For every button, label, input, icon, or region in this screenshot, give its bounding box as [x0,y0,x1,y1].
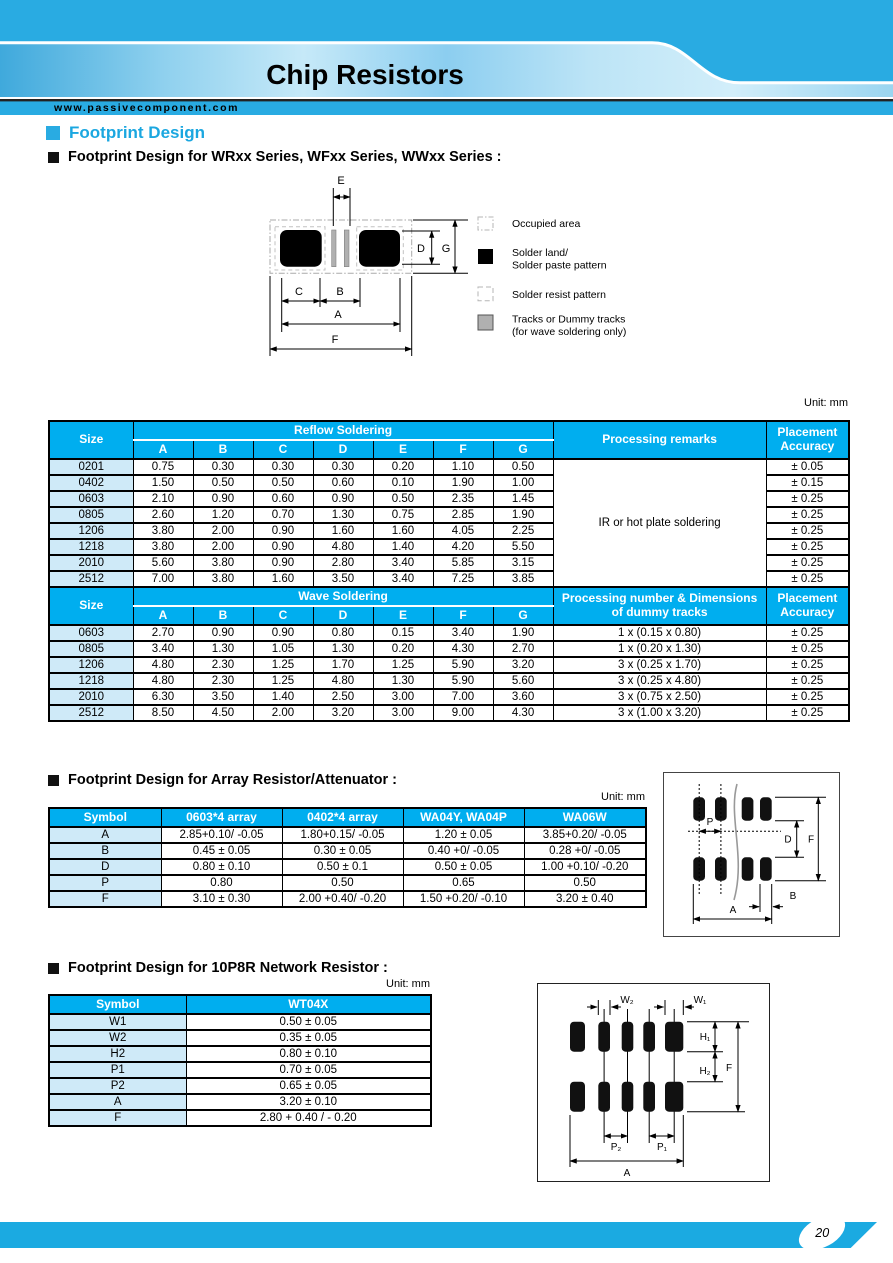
table-row [49,1046,431,1062]
unit-label-main: Unit: mm [804,397,848,409]
table-cell: 0.65 [403,875,524,891]
table-cell: 5.85 [433,555,493,571]
table-row [49,1030,431,1046]
symbol-cell: W2 [49,1030,186,1046]
table-cell: 0.90 [193,625,253,641]
dim-col-header-F: F [433,606,493,625]
processing-remarks-cell: IR or hot plate soldering [553,459,766,587]
table-cell: 0.80 [161,875,282,891]
section-heading-text: Footprint Design [69,123,205,142]
network-footprint-diagram [537,983,770,1187]
size-cell: 0603 [49,491,133,507]
table-cell: 0.90 [253,523,313,539]
table-cell: ± 0.25 [766,673,849,689]
table-cell: 1.60 [373,523,433,539]
table-cell: 0.30 [253,459,313,475]
table-cell: 1.20 [193,507,253,523]
table-cell: 3.50 [193,689,253,705]
symbol-cell: F [49,891,161,907]
size-cell: 0201 [49,459,133,475]
table-cell: 4.05 [433,523,493,539]
table-cell: 2.70 [133,625,193,641]
table-cell: 3.80 [133,523,193,539]
symbol-cell: H2 [49,1046,186,1062]
solder-pad-right [359,230,400,267]
table-cell: 2.00 [253,705,313,721]
table-row [49,859,646,875]
table-cell: 0.80 ± 0.10 [186,1046,431,1062]
table-cell: ± 0.25 [766,705,849,721]
subsection-heading-network [48,960,388,976]
array-col-header-0402: 0402*4 array [282,808,403,827]
table-cell: ± 0.25 [766,539,849,555]
symbol-cell: F [49,1110,186,1126]
dim-col-header-D: D [313,440,373,459]
legend-dummy-tracks-swatch-icon [478,315,493,330]
table-cell: ± 0.25 [766,641,849,657]
table-cell: 0.65 ± 0.05 [186,1078,431,1094]
header-white-rule [0,97,893,99]
array-col-header-0603: 0603*4 array [161,808,282,827]
table-cell: 3.40 [433,625,493,641]
dim-col-header-G: G [493,440,553,459]
table-cell: 2.00 [193,539,253,555]
table-cell: 5.60 [493,673,553,689]
table-cell: 3.20 ± 0.40 [524,891,646,907]
table-cell: 2.80 [313,555,373,571]
dim-label-A: A [623,1168,631,1179]
table-cell: 2.30 [193,657,253,673]
reflow-soldering-header: Reflow Soldering [133,421,553,440]
table-cell: ± 0.25 [766,491,849,507]
size-cell: 0402 [49,475,133,491]
placement-accuracy-header: Placement Accuracy [766,587,849,625]
table-cell: 4.50 [193,705,253,721]
table-cell: 1.80+0.15/ -0.05 [282,827,403,843]
table-cell: 0.20 [373,459,433,475]
dim-label-G: G [441,243,451,255]
dim-label-D: D [417,243,425,255]
dim-label-E: E [337,175,345,187]
table-cell: 1.25 [253,657,313,673]
table-cell: ± 0.25 [766,507,849,523]
table-cell: 0.60 [253,491,313,507]
table-cell: ± 0.25 [766,689,849,705]
table-cell: 5.90 [433,673,493,689]
table-row [49,843,646,859]
table-cell: 3.40 [133,641,193,657]
dim-col-header-A: A [133,606,193,625]
cyan-square-bullet-icon [46,126,60,140]
table-cell: 0.75 [373,507,433,523]
table-cell: 1.25 [373,657,433,673]
table-cell: 1 x (0.15 x 0.80) [553,625,766,641]
legend-solder-resist-swatch-icon [478,287,493,301]
size-cell: 2010 [49,689,133,705]
dim-label-B: B [789,891,797,902]
table-cell: 3.20 [313,705,373,721]
table-cell: 0.50 ± 0.05 [186,1014,431,1030]
table-cell: 1.05 [253,641,313,657]
table-cell: 4.80 [313,539,373,555]
dummy-track-left [332,230,336,267]
table-cell: 4.30 [493,705,553,721]
section-heading-footprint-design [46,123,205,143]
table-cell: ± 0.25 [766,523,849,539]
table-row [49,1078,431,1094]
table-cell: 8.50 [133,705,193,721]
size-cell: 1218 [49,673,133,689]
dim-label-A: A [334,309,342,321]
dim-label-B: B [336,286,344,298]
dim-col-header-D: D [313,606,373,625]
symbol-cell: A [49,827,161,843]
symbol-column-header: Symbol [49,808,161,827]
size-column-header: Size [49,587,133,625]
table-cell: 0.90 [253,539,313,555]
table-cell: 1.50 +0.20/ -0.10 [403,891,524,907]
table-cell: 0.60 [313,475,373,491]
table-cell: 0.30 [193,459,253,475]
table-cell: 3.50 [313,571,373,587]
table-cell: ± 0.25 [766,571,849,587]
table-cell: 1.90 [433,475,493,491]
size-cell: 1218 [49,539,133,555]
table-cell: 7.00 [433,689,493,705]
table-cell: 3.20 ± 0.10 [186,1094,431,1110]
legend-dummy-tracks-label-1: Tracks or Dummy tracks [512,313,626,326]
table-cell: 5.60 [133,555,193,571]
table-cell: 1.40 [253,689,313,705]
dim-col-header-C: C [253,606,313,625]
black-square-bullet-icon [48,775,59,786]
table-cell: 3.20 [493,657,553,673]
legend-occupied-area-swatch-icon [478,217,493,230]
table-cell: ± 0.25 [766,657,849,673]
dim-label-P2: P₂ [610,1142,622,1153]
table-cell: 3.10 ± 0.30 [161,891,282,907]
black-square-bullet-icon [48,152,59,163]
table-cell: 3.15 [493,555,553,571]
table-cell: 1.25 [253,673,313,689]
table-cell: 0.10 [373,475,433,491]
table-cell: 0.50 [282,875,403,891]
table-cell: 3.80 [193,555,253,571]
page-number-badge [793,1208,851,1257]
table-cell: ± 0.15 [766,475,849,491]
table-cell: 7.00 [133,571,193,587]
array-col-header-wa04: WA04Y, WA04P [403,808,524,827]
symbol-cell: B [49,843,161,859]
dim-label-P: P [706,817,714,828]
table-cell: 1.50 [133,475,193,491]
black-square-bullet-icon [48,963,59,974]
dummy-track-right [344,230,349,267]
dim-col-header-E: E [373,606,433,625]
table-cell: 0.90 [193,491,253,507]
table-cell: 2.85 [433,507,493,523]
table-cell: ± 0.25 [766,555,849,571]
page-header [0,0,893,120]
table-cell: 1.40 [373,539,433,555]
legend-solder-land-label-2: Solder paste pattern [512,259,607,272]
table-cell: 0.80 [313,625,373,641]
legend-occupied-label: Occupied area [512,218,581,230]
size-cell: 0805 [49,507,133,523]
table-cell: 0.28 +0/ -0.05 [524,843,646,859]
table-row [49,875,646,891]
table-row [49,827,646,843]
table-cell: 4.80 [313,673,373,689]
dim-label-H2: H₂ [699,1066,711,1077]
wave-soldering-header: Wave Soldering [133,587,553,606]
dim-label-F: F [725,1063,733,1074]
symbol-cell: A [49,1094,186,1110]
solder-pad-left [280,230,322,267]
placement-accuracy-header: Placement Accuracy [766,421,849,459]
symbol-cell: P [49,875,161,891]
legend-solder-land-label-1: Solder land/ [512,247,569,259]
subsection-heading-array [48,772,397,788]
footer-bar [0,1222,877,1248]
table-cell: 6.30 [133,689,193,705]
table-cell: 2.00 [193,523,253,539]
table-cell: 2.85+0.10/ -0.05 [161,827,282,843]
wt04x-column-header: WT04X [186,995,431,1014]
table-cell: 1.00 [493,475,553,491]
table-cell: 3 x (0.75 x 2.50) [553,689,766,705]
size-cell: 1206 [49,657,133,673]
unit-label-network: Unit: mm [386,978,430,990]
size-cell: 2512 [49,571,133,587]
header-banner-graphic [0,0,893,115]
table-cell: 1.30 [373,673,433,689]
table-cell: 2.50 [313,689,373,705]
table-cell: 3.00 [373,689,433,705]
table-cell: 3.40 [373,555,433,571]
table-cell: 0.90 [253,555,313,571]
table-cell: 4.80 [133,673,193,689]
table-cell: 0.15 [373,625,433,641]
symbol-column-header: Symbol [49,995,186,1014]
table-cell: 2.80 + 0.40 / - 0.20 [186,1110,431,1126]
table-cell: 7.25 [433,571,493,587]
table-cell: 3.85 [493,571,553,587]
table-cell: 1.90 [493,625,553,641]
table-cell: 0.40 +0/ -0.05 [403,843,524,859]
table-cell: 0.50 [193,475,253,491]
table-cell: 0.80 ± 0.10 [161,859,282,875]
table-cell: 1.60 [313,523,373,539]
table-cell: 0.30 ± 0.05 [282,843,403,859]
table-row [49,1110,431,1126]
table-cell: 1.20 ± 0.05 [403,827,524,843]
dim-label-W1: W₁ [693,995,707,1006]
wave-soldering-table [48,586,850,722]
table-cell: 1 x (0.20 x 1.30) [553,641,766,657]
table-cell: 2.25 [493,523,553,539]
dim-col-header-F: F [433,440,493,459]
page-title: Chip Resistors [266,59,464,90]
table-cell: 0.45 ± 0.05 [161,843,282,859]
array-col-header-wa06w: WA06W [524,808,646,827]
legend-dummy-tracks-label-2: (for wave soldering only) [512,326,627,338]
table-cell: 3 x (0.25 x 1.70) [553,657,766,673]
table-row [49,673,849,689]
table-cell: 2.70 [493,641,553,657]
table-cell: 4.30 [433,641,493,657]
reflow-soldering-table [48,420,850,588]
table-cell: 4.80 [133,657,193,673]
page-number: 20 [815,1225,829,1240]
table-cell: 1.00 +0.10/ -0.20 [524,859,646,875]
table-row [49,689,849,705]
size-cell: 0603 [49,625,133,641]
table-cell: 1.30 [313,641,373,657]
table-cell: 3.40 [373,571,433,587]
dim-col-header-A: A [133,440,193,459]
table-cell: 2.60 [133,507,193,523]
table-cell: 3.80 [193,571,253,587]
table-cell: 1.30 [313,507,373,523]
dim-label-D: D [784,834,792,846]
table-row [49,657,849,673]
table-cell: 0.50 [493,459,553,475]
table-cell: 4.20 [433,539,493,555]
table-cell: 0.90 [253,625,313,641]
table-row [49,459,849,475]
unit-label-array: Unit: mm [601,791,645,803]
dim-label-A: A [729,905,737,916]
table-cell: 0.75 [133,459,193,475]
dim-col-header-C: C [253,440,313,459]
footprint-diagram [228,166,660,383]
symbol-cell: P1 [49,1062,186,1078]
subsection-heading-text: Footprint Design for WRxx Series, WFxx Series, WWxx Series : [68,149,502,165]
array-resistor-table [48,807,647,908]
array-footprint-diagram [663,772,840,942]
table-cell: 0.50 ± 0.1 [282,859,403,875]
table-cell: 2.35 [433,491,493,507]
table-cell: 0.20 [373,641,433,657]
network-table-wrap [48,994,430,1127]
subsection-heading-series [48,149,502,165]
subsection-heading-text: Footprint Design for Array Resistor/Attenuator : [68,772,397,788]
table-cell: 3.00 [373,705,433,721]
dim-label-F: F [807,834,815,846]
table-row [49,705,849,721]
table-cell: 3.85+0.20/ -0.05 [524,827,646,843]
table-row [49,1062,431,1078]
table-cell: 3.60 [493,689,553,705]
size-cell: 0805 [49,641,133,657]
table-cell: 1.30 [193,641,253,657]
table-row [49,891,646,907]
legend-solder-resist-label: Solder resist pattern [512,289,606,301]
dummy-tracks-dimensions-header: Processing number & Dimensions of dummy tracks [553,587,766,625]
size-cell: 2010 [49,555,133,571]
dim-col-header-B: B [193,440,253,459]
table-cell: 0.50 [373,491,433,507]
network-resistor-table [48,994,432,1127]
dim-label-W2: W₂ [620,995,634,1006]
table-cell: 0.90 [313,491,373,507]
table-cell: 0.30 [313,459,373,475]
table-row [49,641,849,657]
symbol-cell: W1 [49,1014,186,1030]
table-cell: 1.60 [253,571,313,587]
table-cell: 9.00 [433,705,493,721]
dim-label-P1: P₁ [656,1142,668,1153]
table-cell: 0.70 [253,507,313,523]
website-url: www.passivecomponent.com [54,102,240,114]
subsection-heading-text: Footprint Design for 10P8R Network Resistor : [68,960,388,976]
table-cell: 1.10 [433,459,493,475]
table-cell: 2.10 [133,491,193,507]
processing-remarks-header: Processing remarks [553,421,766,459]
table-cell: 5.50 [493,539,553,555]
table-cell: 0.50 [253,475,313,491]
symbol-cell: D [49,859,161,875]
legend [478,217,626,338]
main-footprint-tables [48,420,848,722]
table-cell: 0.70 ± 0.05 [186,1062,431,1078]
table-cell: ± 0.25 [766,625,849,641]
table-cell: 3.80 [133,539,193,555]
array-table-wrap [48,807,645,908]
dim-label-F: F [331,334,339,346]
table-cell: 0.35 ± 0.05 [186,1030,431,1046]
table-cell: 5.90 [433,657,493,673]
table-row [49,1094,431,1110]
table-cell: ± 0.05 [766,459,849,475]
table-cell: 1.45 [493,491,553,507]
dim-col-header-E: E [373,440,433,459]
table-cell: 3 x (0.25 x 4.80) [553,673,766,689]
table-cell: 1.90 [493,507,553,523]
table-cell: 0.50 ± 0.05 [403,859,524,875]
table-cell: 2.30 [193,673,253,689]
size-column-header: Size [49,421,133,459]
table-cell: 2.00 +0.40/ -0.20 [282,891,403,907]
table-row [49,625,849,641]
symbol-cell: P2 [49,1078,186,1094]
table-cell: 0.50 [524,875,646,891]
table-cell: 3 x (1.00 x 3.20) [553,705,766,721]
dim-col-header-B: B [193,606,253,625]
table-row [49,1014,431,1030]
table-cell: 1.70 [313,657,373,673]
size-cell: 1206 [49,523,133,539]
dim-label-H1: H₁ [699,1032,711,1043]
legend-solder-land-swatch-icon [478,249,493,264]
dim-label-C: C [295,286,303,298]
dim-col-header-G: G [493,606,553,625]
size-cell: 2512 [49,705,133,721]
